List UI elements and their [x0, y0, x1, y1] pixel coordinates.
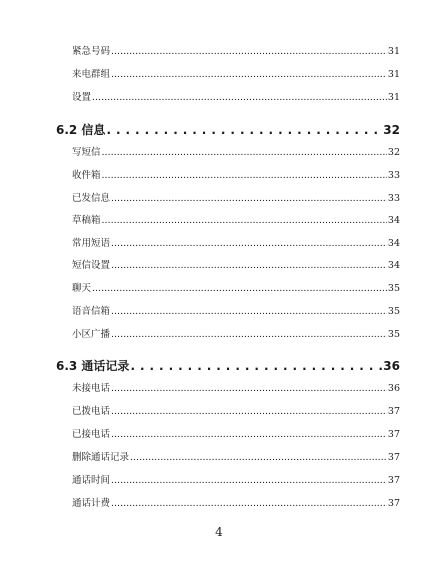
toc-entry-page: 33	[387, 170, 400, 181]
toc-entry-title: 收件箱	[72, 170, 101, 181]
toc-leader-dots	[111, 428, 387, 442]
toc-entry	[72, 214, 400, 228]
toc-entry-page: 32	[383, 123, 400, 137]
toc-entry	[72, 451, 400, 465]
toc-entry-page: 37	[387, 452, 400, 463]
toc-entry-title: 草稿箱	[72, 215, 101, 226]
toc-entry	[72, 68, 400, 82]
toc-entry	[72, 91, 400, 105]
toc-leader-dots	[111, 305, 387, 319]
toc-leader-dots	[92, 282, 387, 296]
toc-entry-page: 37	[387, 498, 400, 509]
page-number: 4	[215, 525, 223, 539]
toc-entry-page: 35	[387, 329, 400, 340]
toc-entry-title: 已发信息	[72, 193, 111, 204]
toc-leader-dots	[111, 382, 387, 396]
toc-leader-dots	[106, 122, 382, 138]
toc-leader-dots	[111, 259, 387, 273]
toc-entry	[72, 497, 400, 511]
toc-entry	[72, 382, 400, 396]
toc-leader-dots	[102, 169, 387, 183]
toc-section-heading	[56, 122, 400, 138]
toc-entry	[72, 282, 400, 296]
toc-entry	[72, 405, 400, 419]
toc-entry-title: 设置	[72, 92, 92, 103]
toc-leader-dots	[111, 237, 387, 251]
toc-entry-title: 来电群组	[72, 69, 111, 80]
toc-entry-title: 通话计费	[72, 498, 111, 509]
toc-entry	[72, 169, 400, 183]
toc-entry-page: 36	[387, 383, 400, 394]
toc-leader-dots	[92, 91, 387, 105]
toc-entry-title: 语音信箱	[72, 306, 111, 317]
toc-entry-title: 删除通话记录	[72, 452, 130, 463]
toc-entry-page: 34	[387, 260, 400, 271]
toc-entry-title: 通话时间	[72, 475, 111, 486]
toc-leader-dots	[102, 214, 387, 228]
toc-entry-page: 36	[383, 359, 400, 373]
toc-entry	[72, 305, 400, 319]
toc-leader-dots	[130, 451, 387, 465]
toc-entry	[72, 146, 400, 160]
toc-entry-title: 已接电话	[72, 429, 111, 440]
toc-entry-page: 33	[387, 193, 400, 204]
toc-entry-title: 小区广播	[72, 329, 111, 340]
toc-entry-title: 未接电话	[72, 383, 111, 394]
toc-entry-page: 31	[387, 46, 400, 57]
toc-entry-page: 37	[387, 475, 400, 486]
toc-entry	[72, 259, 400, 273]
toc-leader-dots	[130, 358, 382, 374]
toc-entry	[72, 428, 400, 442]
toc-entry	[72, 328, 400, 342]
toc-entry-title: 写短信	[72, 147, 101, 158]
toc-leader-dots	[111, 497, 387, 511]
toc-entry-page: 37	[387, 406, 400, 417]
toc-entry-title: 短信设置	[72, 260, 111, 271]
toc-entry-title: 6.2 信息	[56, 123, 106, 137]
toc-entry	[72, 474, 400, 488]
toc-leader-dots	[102, 146, 387, 160]
toc-entry	[72, 45, 400, 59]
toc-entry-title: 6.3 通话记录	[56, 359, 130, 373]
toc-entry	[72, 192, 400, 206]
toc-leader-dots	[111, 405, 387, 419]
toc-entry-page: 37	[387, 429, 400, 440]
toc-entry-page: 35	[387, 306, 400, 317]
toc-leader-dots	[111, 68, 387, 82]
toc-entry	[72, 237, 400, 251]
toc-entry-page: 32	[387, 147, 400, 158]
toc-leader-dots	[111, 192, 387, 206]
toc-leader-dots	[111, 328, 387, 342]
toc-leader-dots	[111, 45, 387, 59]
toc-entry-title: 常用短语	[72, 238, 111, 249]
toc-entry-title: 已拨电话	[72, 406, 111, 417]
toc-entry-page: 31	[387, 69, 400, 80]
toc-entry-title: 紧急号码	[72, 46, 111, 57]
toc-entry-page: 35	[387, 283, 400, 294]
toc-entry-page: 34	[387, 215, 400, 226]
toc-entry-page: 34	[387, 238, 400, 249]
toc-entry-page: 31	[387, 92, 400, 103]
toc-entry-title: 聊天	[72, 283, 92, 294]
toc-leader-dots	[111, 474, 387, 488]
toc-section-heading	[56, 358, 400, 374]
